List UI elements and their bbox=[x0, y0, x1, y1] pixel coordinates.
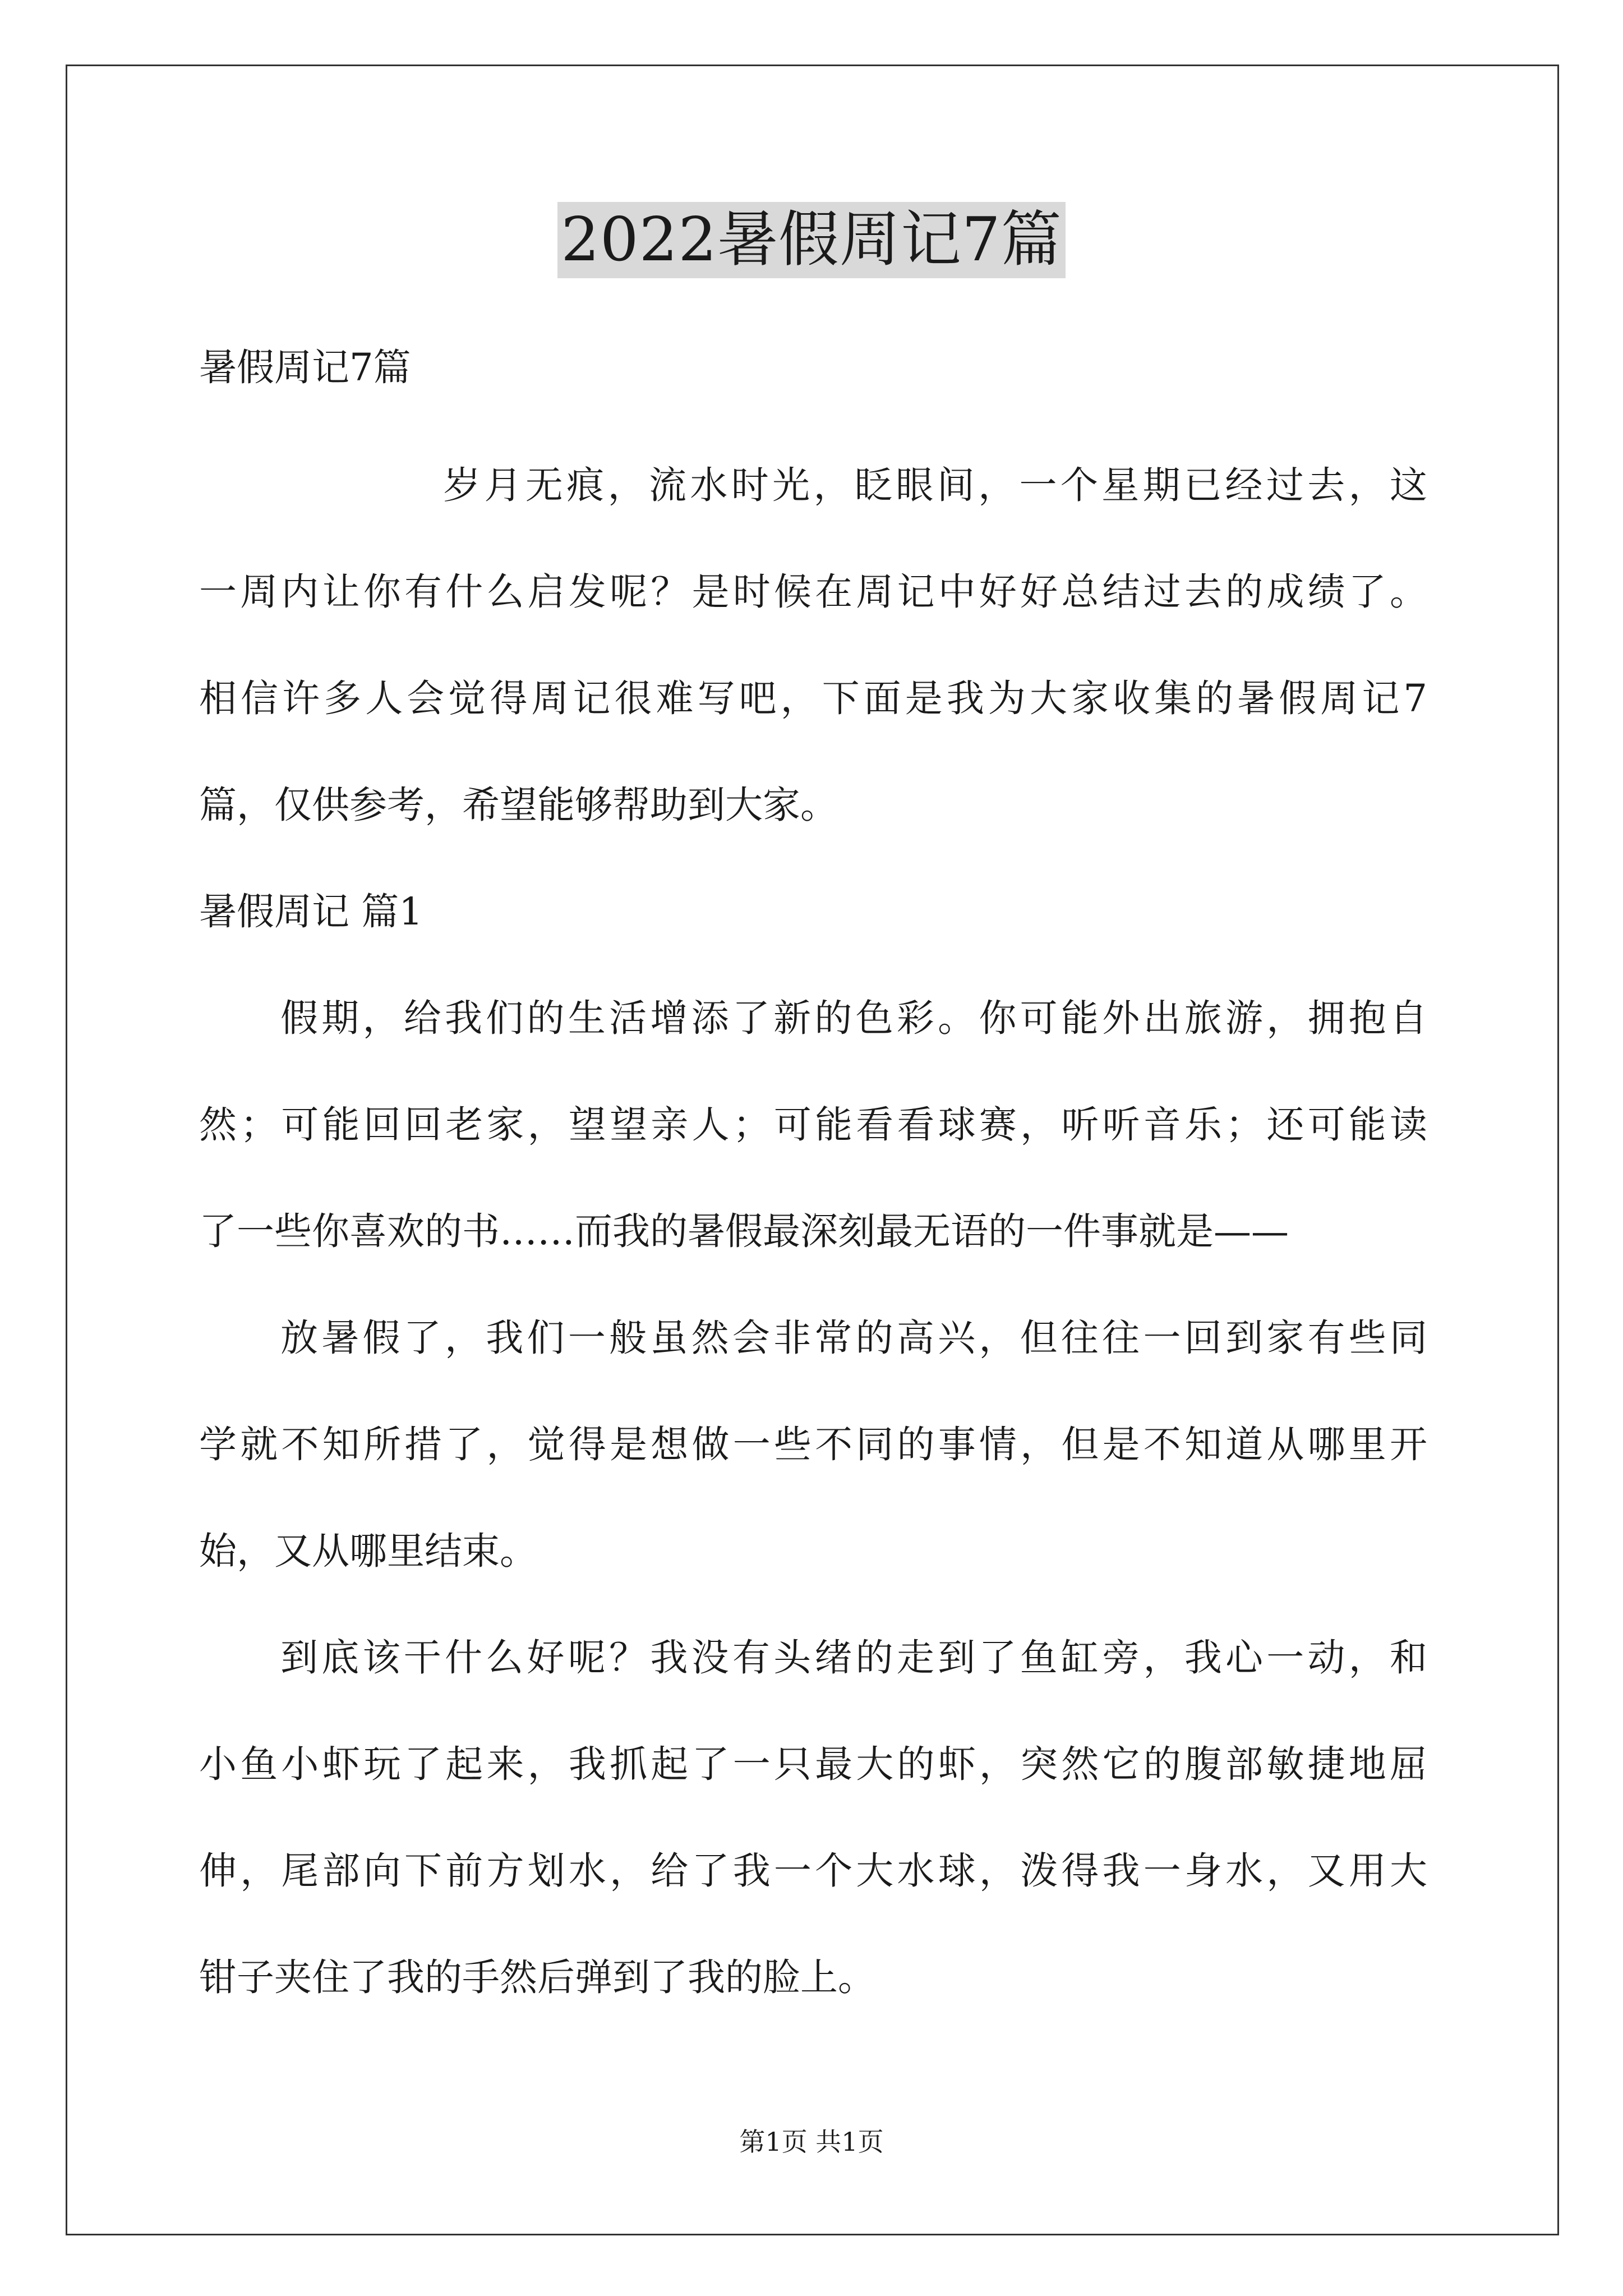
paragraph-line: 放暑假了，我们一般虽然会非常的高兴，但往往一回到家有些同 bbox=[280, 1316, 1427, 1360]
intro-line: 相信许多人会觉得周记很难写吧，下面是我为大家收集的暑假周记7 bbox=[199, 677, 1427, 720]
paragraph-line: 然；可能回回老家，望望亲人；可能看看球赛，听听音乐；还可能读 bbox=[199, 1103, 1427, 1147]
paragraph-line: 钳子夹住了我的手然后弹到了我的脸上。 bbox=[199, 1955, 875, 1999]
paragraph-line: 学就不知所措了，觉得是想做一些不同的事情，但是不知道从哪里开 bbox=[199, 1423, 1427, 1466]
section-heading: 暑假周记 篇1 bbox=[199, 890, 423, 933]
title-container bbox=[0, 202, 1623, 278]
paragraph-line: 了一些你喜欢的书……而我的暑假最深刻最无语的一件事就是—— bbox=[199, 1209, 1289, 1253]
paragraph-line: 始，又从哪里结束。 bbox=[199, 1529, 537, 1573]
paragraph-line: 小鱼小虾玩了起来，我抓起了一只最大的虾，突然它的腹部敏捷地屈 bbox=[199, 1742, 1427, 1786]
page-number: 第1页 共1页 bbox=[739, 2127, 884, 2157]
intro-line: 篇，仅供参考，希望能够帮助到大家。 bbox=[199, 783, 838, 827]
paragraph-line: 假期，给我们的生活增添了新的色彩。你可能外出旅游，拥抱自 bbox=[280, 996, 1427, 1040]
intro-line: 岁月无痕，流水时光，眨眼间，一个星期已经过去，这 bbox=[443, 463, 1427, 507]
intro-line: 一周内让你有什么启发呢？是时候在周记中好好总结过去的成绩了。 bbox=[199, 570, 1427, 614]
document-subtitle: 暑假周记7篇 bbox=[199, 346, 411, 389]
page-border bbox=[66, 65, 1559, 2235]
document-title: 2022暑假周记7篇 bbox=[557, 202, 1066, 278]
paragraph-line: 伸，尾部向下前方划水，给了我一个大水球，泼得我一身水，又用大 bbox=[199, 1849, 1427, 1893]
paragraph-line: 到底该干什么好呢？我没有头绪的走到了鱼缸旁，我心一动，和 bbox=[280, 1636, 1427, 1680]
